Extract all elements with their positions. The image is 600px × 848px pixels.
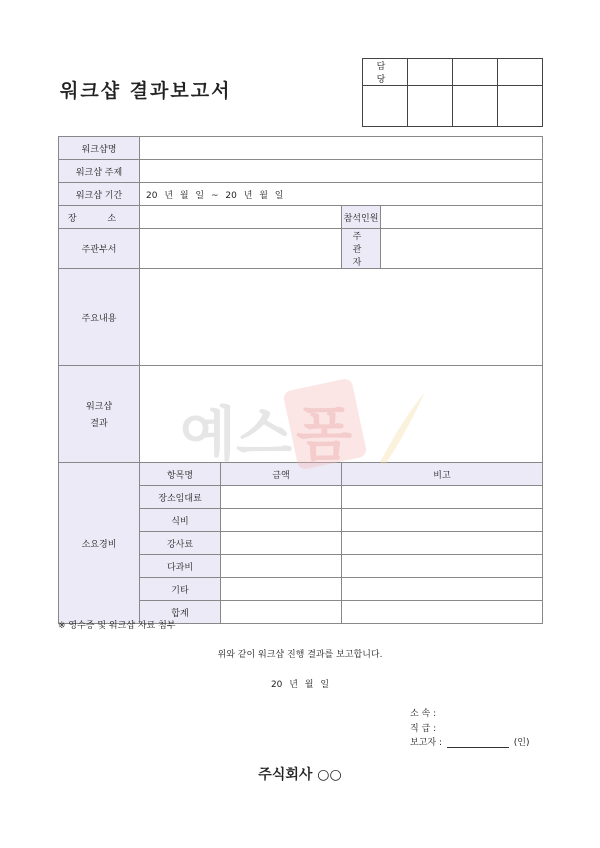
approval-box [362,58,543,127]
approval-sign-cell[interactable] [453,86,498,127]
place-field[interactable] [140,206,342,229]
workshop-name-label: 워크샵명 [59,137,140,160]
reporter-label: 보고자 : [410,738,442,748]
seal-label: (인) [513,738,530,748]
department-field[interactable] [140,229,342,269]
company-name: 주식회사 ○○ [258,767,342,783]
attendees-field[interactable] [381,206,543,229]
main-content-label: 주요내용 [59,269,140,366]
position-line [410,721,436,734]
department-label: 주관부서 [59,229,140,269]
report-statement: 위와 같이 워크샵 진행 결과를 보고합니다. [217,650,383,660]
approval-header-cell [408,59,453,86]
approval-header-cell [498,59,543,86]
expense-item-other: 기타 [140,578,221,601]
affiliation-line [410,706,436,719]
main-content-field[interactable] [140,269,543,366]
expense-amount-field[interactable] [221,532,342,555]
expense-amount-field[interactable] [221,509,342,532]
workshop-result-label [59,366,140,463]
approval-label: 담 당 [363,59,408,86]
expense-note-field[interactable] [342,509,543,532]
workshop-period-field[interactable]: 20 년 월 일 ~ 20 년 월 일 [140,183,543,206]
approval-sign-cell[interactable] [408,86,453,127]
attachment-note: ※ 영수증 및 워크샵 자료 첨부 [58,621,176,631]
expenses-label: 소요경비 [59,463,140,624]
document-title: 워크샵 결과보고서 [60,80,232,102]
expense-item-total: 합계 [140,601,221,624]
reporter-line [410,735,529,748]
workshop-name-field[interactable] [140,137,543,160]
workshop-theme-field[interactable] [140,160,543,183]
expense-total-field[interactable] [221,601,342,624]
expense-note-field[interactable] [342,486,543,509]
attendees-label: 참석인원 [342,206,381,229]
organizer-field[interactable] [381,229,543,269]
workshop-period-label: 워크샵 기간 [59,183,140,206]
approval-sign-cell[interactable] [363,86,408,127]
svg-text:폼: 폼 [296,400,353,468]
expense-item-rent: 장소임대료 [140,486,221,509]
expense-note-field[interactable] [342,578,543,601]
svg-text:예스: 예스 [180,400,293,468]
reporter-signature-field[interactable] [447,747,509,748]
expense-header-note: 비고 [342,463,543,486]
workshop-result-field[interactable] [140,366,543,463]
affiliation-label: 소 속 : [410,709,437,719]
report-date: 20 년 월 일 [270,680,330,690]
approval-header-cell [453,59,498,86]
expense-item-lecturer: 강사료 [140,532,221,555]
expense-amount-field[interactable] [221,555,342,578]
expense-amount-field[interactable] [221,578,342,601]
expense-note-field[interactable] [342,555,543,578]
approval-sign-cell[interactable] [498,86,543,127]
result-label-line2: 결과 [90,419,108,429]
report-table [58,136,543,624]
organizer-label: 주 관 자 [342,229,381,269]
expense-item-meals: 식비 [140,509,221,532]
expense-header-amount: 금액 [221,463,342,486]
expense-item-refreshments: 다과비 [140,555,221,578]
expense-amount-field[interactable] [221,486,342,509]
position-label: 직 급 : [410,724,437,734]
expense-header-item: 항목명 [140,463,221,486]
expense-note-field[interactable] [342,532,543,555]
result-label-line1: 워크샵 [85,402,113,412]
expense-note-field[interactable] [342,601,543,624]
place-label: 장 소 [59,206,140,229]
workshop-theme-label: 워크샵 주제 [59,160,140,183]
